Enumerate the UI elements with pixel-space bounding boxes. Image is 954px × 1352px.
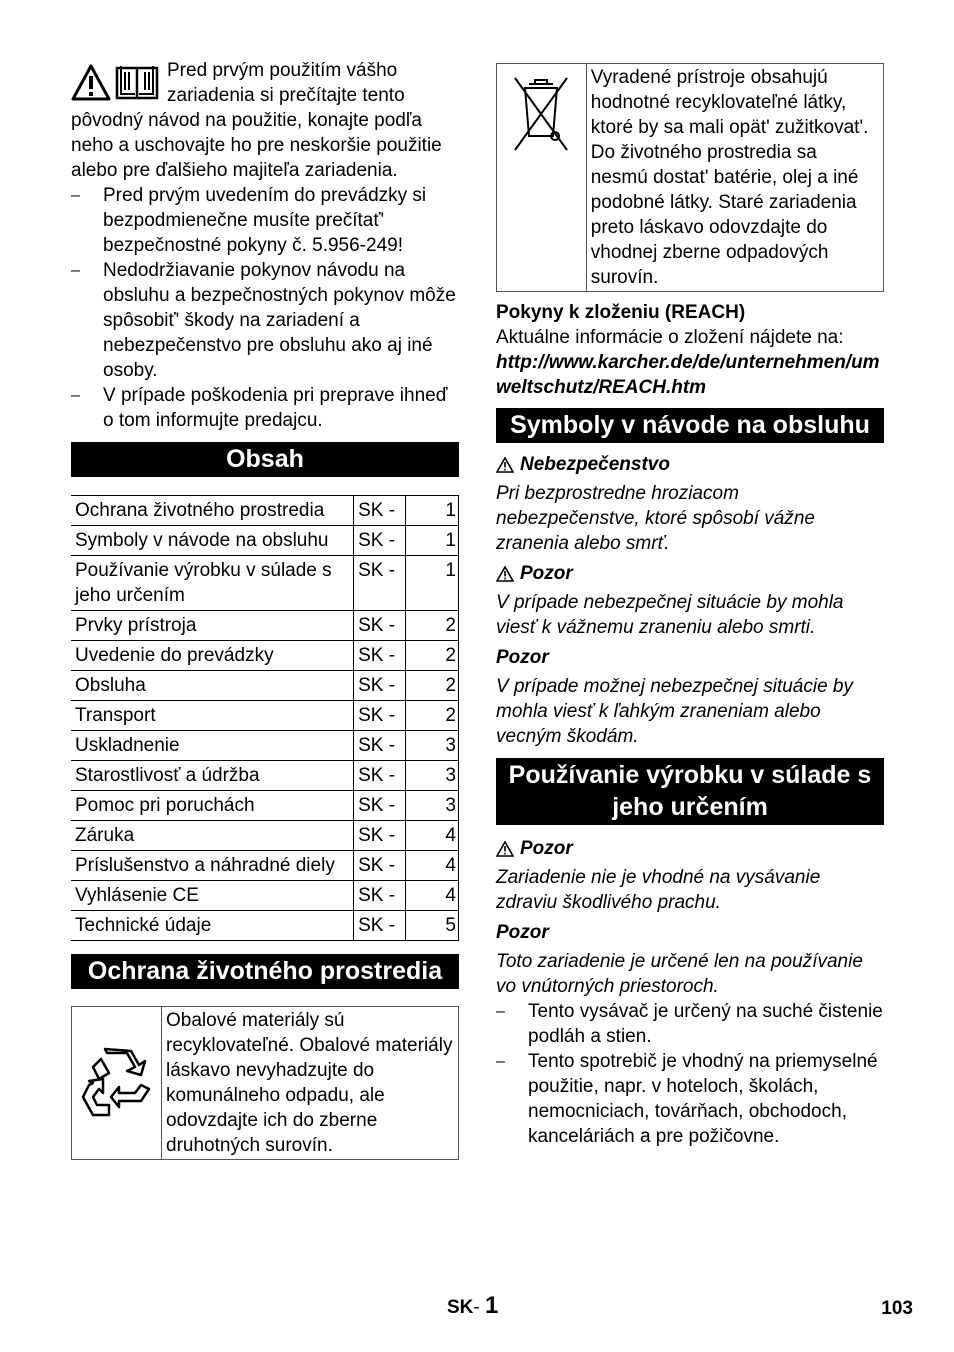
symbol-danger-label: Nebezpečenstvo <box>496 452 884 477</box>
toc-entry-title: Technické údaje <box>71 911 354 941</box>
toc-table <box>71 495 459 941</box>
toc-entry-page: 1 <box>406 496 459 526</box>
toc-row <box>71 701 459 731</box>
footer-section-label: SK- 1 <box>447 1292 499 1319</box>
toc-entry-title: Ochrana životného prostredia <box>71 496 354 526</box>
toc-entry-title: Záruka <box>71 821 354 851</box>
toc-entry-prefix: SK - <box>354 821 406 851</box>
toc-row <box>71 671 459 701</box>
toc-entry-page: 5 <box>406 911 459 941</box>
toc-row <box>71 731 459 761</box>
toc-entry-title: Uskladnenie <box>71 731 354 761</box>
symbols-title: Symboly v návode na obsluhu <box>496 408 884 443</box>
toc-row <box>71 851 459 881</box>
intro-bullet-list <box>71 183 459 433</box>
toc-entry-prefix: SK - <box>354 701 406 731</box>
toc-row <box>71 556 459 611</box>
usage-warn1-label: Pozor <box>496 836 884 861</box>
toc-entry-prefix: SK - <box>354 881 406 911</box>
toc-row <box>71 911 459 941</box>
usage-title: Používanie výrobku v súlade s jeho určením <box>496 758 884 825</box>
weee-notice <box>496 63 884 292</box>
weee-icon-cell <box>497 64 587 291</box>
reach-link[interactable]: http://www.karcher.de/de/unternehmen/umweltschutz/REACH.htm <box>496 352 880 398</box>
toc-entry-prefix: SK - <box>354 526 406 556</box>
toc-entry-title: Používanie výrobku v súlade s jeho určením <box>71 556 354 611</box>
reach-heading: Pokyny k zloženiu (REACH) <box>496 302 746 323</box>
toc-row <box>71 611 459 641</box>
toc-entry-page: 4 <box>406 881 459 911</box>
toc-entry-title: Pomoc pri poruchách <box>71 791 354 821</box>
toc-entry-prefix: SK - <box>354 611 406 641</box>
warning-icon <box>496 457 514 473</box>
list-item: – Tento vysávač je určený na suché čistenie podláh a stien. <box>496 999 884 1049</box>
toc-entry-title: Obsluha <box>71 671 354 701</box>
toc-row <box>71 791 459 821</box>
toc-entry-title: Príslušenstvo a náhradné diely <box>71 851 354 881</box>
toc-row <box>71 641 459 671</box>
toc-entry-title: Prvky prístroja <box>71 611 354 641</box>
list-item: – Tento spotrebič je vhodný na priemyselné použitie, napr. v hoteloch, školách, nemocniciach, továrňach, obchodoch, kanceláriách a pre požičovne. <box>496 1049 884 1149</box>
toc-entry-title: Vyhlásenie CE <box>71 881 354 911</box>
toc-entry-prefix: SK - <box>354 731 406 761</box>
recycle-icon-cell <box>72 1007 162 1159</box>
intro-block <box>71 58 459 183</box>
toc-entry-prefix: SK - <box>354 496 406 526</box>
toc-entry-page: 1 <box>406 556 459 611</box>
toc-entry-prefix: SK - <box>354 641 406 671</box>
usage-warn2-label: Pozor <box>496 922 549 943</box>
right-column <box>496 63 884 1149</box>
left-column <box>71 58 459 1160</box>
usage-bullet-list <box>496 999 884 1149</box>
toc-entry-page: 4 <box>406 821 459 851</box>
toc-entry-prefix: SK - <box>354 791 406 821</box>
symbols-list <box>496 452 884 749</box>
symbol-caution-text: V prípade nebezpečnej situácie by mohla viesť k vážnemu zraneniu alebo smrti. <box>496 592 844 638</box>
toc-entry-title: Symboly v návode na obsluhu <box>71 526 354 556</box>
toc-entry-prefix: SK - <box>354 851 406 881</box>
toc-entry-page: 2 <box>406 701 459 731</box>
intro-text: Pred prvým použitím vášho zariadenia si prečítajte tento pôvodný návod na použitie, konajte podľa neho a uschovajte ho pre neskoršie použitie alebo pre ďalšieho majiteľa zariadenia. <box>71 60 442 181</box>
recycle-text: Obalové materiály sú recyklovateľné. Obalové materiály láskavo nevyhadzujte do komunálneho odpadu, ale odovzdajte ich do zberne druhotných surovín. <box>166 1010 453 1156</box>
warning-icon <box>496 841 514 857</box>
recycle-notice <box>71 1006 459 1160</box>
toc-entry-page: 4 <box>406 851 459 881</box>
toc-entry-title: Uvedenie do prevádzky <box>71 641 354 671</box>
toc-row <box>71 496 459 526</box>
weee-text: Vyradené prístroje obsahujú hodnotné recyklovateľné látky, ktoré by sa mali opät' zužitkovat'. Do životného prostredia sa nesmú dostat' batérie, olej a iné podobné látky. Staré zariadenia preto láskavo odovzdajte do vhodnej zberne odpadových surovín. <box>590 67 869 288</box>
warning-icon <box>496 566 514 582</box>
toc-entry-page: 2 <box>406 611 459 641</box>
toc-entry-prefix: SK - <box>354 911 406 941</box>
toc-entry-page: 3 <box>406 731 459 761</box>
toc-entry-page: 1 <box>406 526 459 556</box>
symbol-attention-text: V prípade možnej nebezpečnej situácie by mohla viesť k ľahkým zraneniam alebo vecným škodám. <box>496 676 854 747</box>
toc-entry-page: 3 <box>406 791 459 821</box>
crossed-bin-icon <box>513 74 569 154</box>
toc-title: Obsah <box>71 442 459 477</box>
toc-entry-title: Transport <box>71 701 354 731</box>
symbol-caution-label: Pozor <box>496 561 884 586</box>
usage-warn2-text: Toto zariadenie je určené len na používanie vo vnútorných priestoroch. <box>496 951 863 997</box>
warning-icon <box>71 64 111 102</box>
list-item: – Nedodržiavanie pokynov návodu na obsluhu a bezpečnostných pokynov môže spôsobiť' škody na zariadení a nebezpečenstvo pre obsluhu ako aj iné osoby. <box>71 258 459 383</box>
toc-entry-prefix: SK - <box>354 761 406 791</box>
symbol-danger-text: Pri bezprostredne hroziacom nebezpečenstve, ktoré spôsobí vážne zranenia alebo smrť. <box>496 483 815 554</box>
recycle-icon <box>79 1045 155 1121</box>
intro-icons <box>71 58 163 108</box>
toc-row <box>71 821 459 851</box>
page-number: 103 <box>881 1298 913 1319</box>
reach-block <box>496 300 884 400</box>
list-item: – Pred prvým uvedením do prevádzky si bezpodmienečne musíte prečítať' bezpečnostné pokyny č. 5.956-249! <box>71 183 459 258</box>
toc-entry-page: 2 <box>406 671 459 701</box>
usage-warn1-text: Zariadenie nie je vhodné na vysávanie zdraviu škodlivého prachu. <box>496 867 821 913</box>
toc-row <box>71 761 459 791</box>
usage-block <box>496 836 884 1149</box>
symbol-attention-label: Pozor <box>496 647 549 668</box>
toc-entry-prefix: SK - <box>354 671 406 701</box>
toc-entry-page: 3 <box>406 761 459 791</box>
reach-text: Aktuálne informácie o zložení nájdete na: <box>496 327 844 348</box>
toc-row <box>71 526 459 556</box>
toc-entry-title: Starostlivosť a údržba <box>71 761 354 791</box>
toc-entry-page: 2 <box>406 641 459 671</box>
list-item: – V prípade poškodenia pri preprave ihneď o tom informujte predajcu. <box>71 383 459 433</box>
environment-title: Ochrana životného prostredia <box>71 954 459 989</box>
toc-row <box>71 881 459 911</box>
manual-book-icon <box>115 64 159 102</box>
toc-entry-prefix: SK - <box>354 556 406 611</box>
